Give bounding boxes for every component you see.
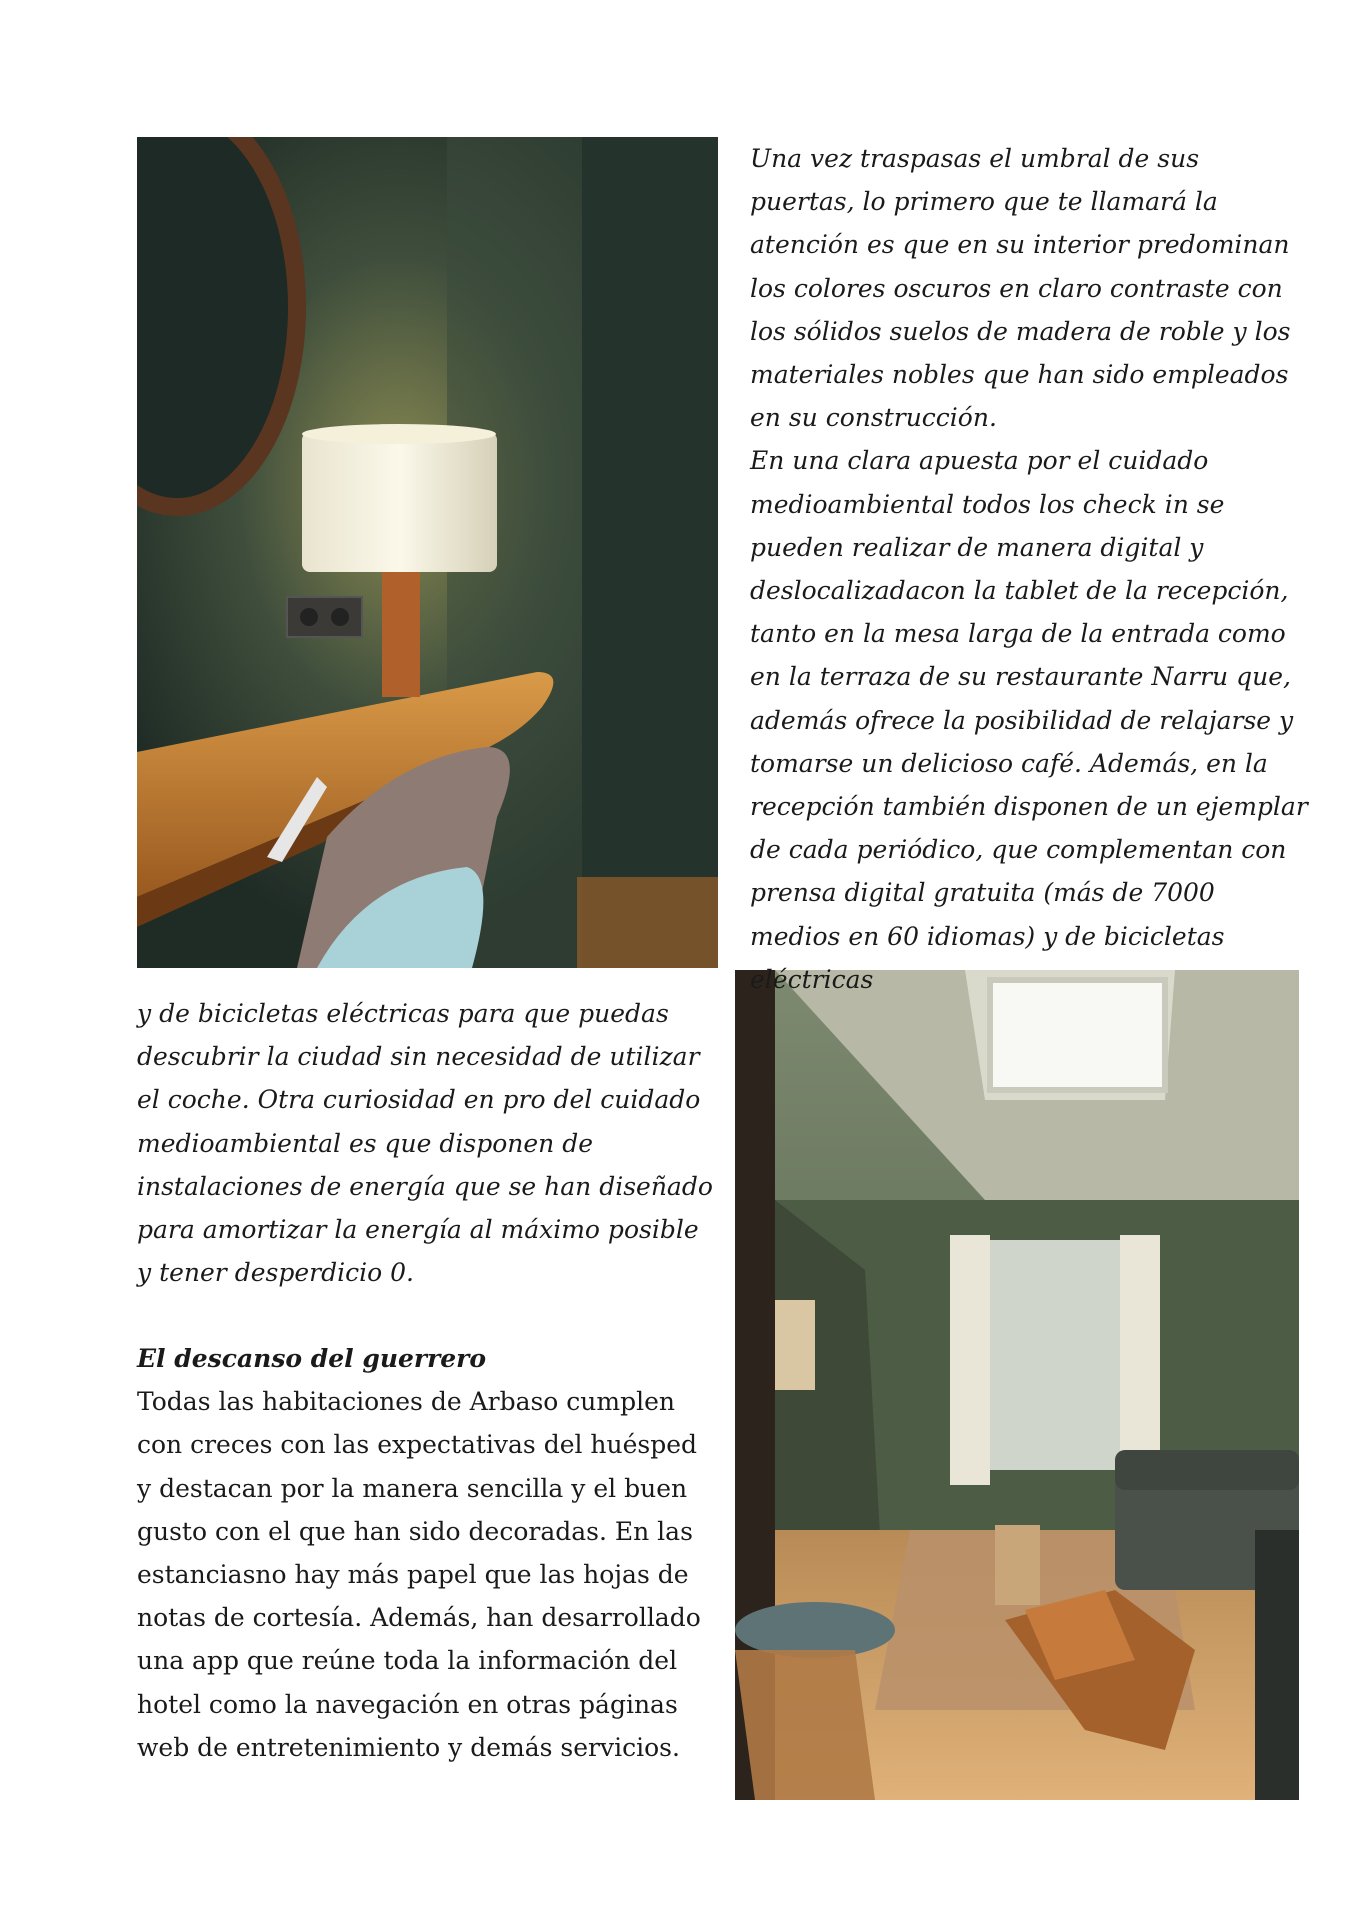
rest-section — [137, 1337, 717, 1769]
intro-paragraph-2: En una clara apuesta por el cuidado medioambiental todos los check in se pueden realizar de manera digital y deslocalizadacon la tablet de la recepción, tanto en la mesa larga de la entrada como en la terraza de su restaurante Narru que, además ofrece la posibilidad de relajarse y tomarse un delicioso café. Además, en la recepción también disponen de un ejemplar de cada periódico, que complementan con prensa digital gratuita (más de 7000 medios en 60 idiomas) y de bicicletas eléctricas — [750, 446, 1308, 994]
desk-lamp-photo — [137, 137, 718, 968]
continued-text-block: y de bicicletas eléctricas para que puedas descubrir la ciudad sin necesidad de utilizar el coche. Otra curiosidad en pro del cuidado medioambiental es que disponen de instalaciones de energía que se han diseñado para amortizar la energía al máximo posible y tener desperdicio 0. — [137, 999, 713, 1288]
intro-paragraph-1: Una vez traspasas el umbral de sus puertas, lo primero que te llamará la atención es que en su interior predominan los colores oscuros en claro contraste con los sólidos suelos de madera de roble y los materiales nobles que han sido empleados en su construcción. — [750, 144, 1291, 433]
section-body: Todas las habitaciones de Arbaso cumplen con creces con las expectativas del huésped y destacan por la manera sencilla y el buen gusto con el que han sido decoradas. En las estanciasno hay más papel que las hojas de notas de cortesía. Además, han desarrollado una app que reúne toda la información del hotel como la navegación en otras páginas web de entretenimiento y demás servicios. — [137, 1387, 701, 1762]
loft-room-photo — [735, 970, 1299, 1800]
section-heading: El descanso del guerrero — [137, 1344, 487, 1373]
desk-lamp-illustration — [137, 137, 718, 968]
intro-text-block — [750, 137, 1310, 1001]
loft-room-illustration — [735, 970, 1299, 1800]
